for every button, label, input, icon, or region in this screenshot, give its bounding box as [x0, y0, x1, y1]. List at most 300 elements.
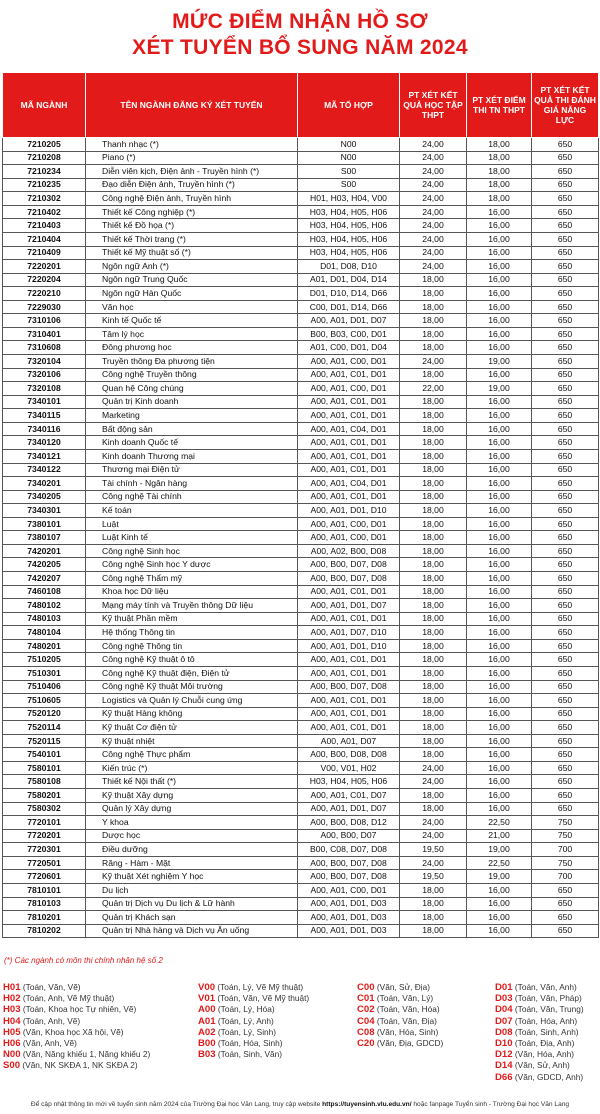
transcript-score-cell: 18,00: [400, 572, 467, 586]
exam-score-cell: 16,00: [467, 666, 532, 680]
subject-combo-cell: B00, C08, D07, D08: [298, 843, 400, 857]
subject-combo-cell: A01, C00, D01, D04: [298, 341, 400, 355]
table-row: [3, 314, 599, 328]
legend-item: [3, 1004, 150, 1015]
table-row: [3, 707, 599, 721]
major-code-cell: 7210404: [3, 232, 86, 246]
subject-combo-cell: A00, A01, D01, D10: [298, 504, 400, 518]
subject-combo-cell: A00, A01, C00, D01: [298, 382, 400, 396]
major-name-cell: Thiết kế Công nghiệp (*): [86, 205, 298, 219]
transcript-score-cell: 24,00: [400, 246, 467, 260]
combo-subjects: (Toán, Văn, Anh): [514, 982, 577, 992]
table-row: [3, 382, 599, 396]
subject-combo-cell: A00, A01, C01, D07: [298, 789, 400, 803]
subject-combo-cell: A00, A01, D01, D03: [298, 924, 400, 938]
exam-score-cell: 16,00: [467, 260, 532, 274]
legend-item: [3, 1038, 150, 1049]
admission-score-table: [2, 72, 599, 938]
combo-subjects: (Toán, Anh, Vẽ Mỹ thuật): [22, 993, 115, 1004]
major-name-cell: Thiết kế Mỹ thuật số (*): [86, 246, 298, 260]
legend-item: [3, 993, 150, 1004]
major-name-cell: Kiến trúc (*): [86, 761, 298, 775]
header-row: [3, 73, 599, 138]
exam-score-cell: 16,00: [467, 599, 532, 613]
table-row: [3, 802, 599, 816]
aptitude-score-cell: 650: [532, 422, 599, 436]
footer-text: Để cập nhật thông tin mới về tuyển sinh năm 2024 của Trường Đại học Văn Lang, truy cập website: [30, 1101, 323, 1108]
exam-score-cell: 16,00: [467, 775, 532, 789]
table-row: [3, 897, 599, 911]
transcript-score-cell: 18,00: [400, 666, 467, 680]
exam-score-cell: 16,00: [467, 734, 532, 748]
aptitude-score-cell: 700: [532, 870, 599, 884]
exam-score-cell: 16,00: [467, 680, 532, 694]
major-name-cell: Diễn viên kịch, Điện ảnh - Truyền hình (*): [86, 165, 298, 179]
major-code-cell: 7310106: [3, 314, 86, 328]
major-name-cell: Truyền thông Đa phương tiện: [86, 355, 298, 369]
subject-combo-cell: A00, A01, C01, D01: [298, 707, 400, 721]
subject-combo-cell: A00, A01, C01, D01: [298, 395, 400, 409]
combo-subjects: (Toán, Anh, Vẽ): [22, 1015, 81, 1026]
major-name-cell: Quản lý Xây dựng: [86, 802, 298, 816]
aptitude-score-cell: 650: [532, 883, 599, 897]
transcript-score-cell: 18,00: [400, 789, 467, 803]
exam-score-cell: 16,00: [467, 653, 532, 667]
transcript-score-cell: 24,00: [400, 138, 467, 152]
exam-score-cell: 18,00: [467, 165, 532, 179]
transcript-score-cell: 18,00: [400, 748, 467, 762]
subject-combo-cell: A00, B00, D07: [298, 829, 400, 843]
combo-subjects: (Toán, Sinh, Văn): [217, 1049, 283, 1060]
legend-item: [198, 982, 309, 993]
exam-score-cell: 16,00: [467, 761, 532, 775]
combo-subjects: (Toán, Văn, Pháp): [514, 993, 582, 1004]
aptitude-score-cell: 650: [532, 463, 599, 477]
aptitude-score-cell: 650: [532, 490, 599, 504]
legend-item: [357, 982, 443, 993]
transcript-score-cell: 18,00: [400, 626, 467, 640]
major-code-cell: 7510605: [3, 694, 86, 708]
transcript-score-cell: 18,00: [400, 734, 467, 748]
subject-combo-cell: H03, H04, H05, H06: [298, 205, 400, 219]
table-row: [3, 151, 599, 165]
aptitude-score-cell: 650: [532, 287, 599, 301]
transcript-score-cell: 18,00: [400, 924, 467, 938]
major-name-cell: Công nghệ Thẩm mỹ: [86, 572, 298, 586]
combo-code: C04: [357, 1015, 375, 1027]
exam-score-cell: 22,50: [467, 856, 532, 870]
major-code-cell: 7580101: [3, 761, 86, 775]
legend-item: [198, 1004, 309, 1015]
transcript-score-cell: 18,00: [400, 449, 467, 463]
subject-combo-cell: A00, A01, C00, D01: [298, 355, 400, 369]
exam-score-cell: 16,00: [467, 694, 532, 708]
transcript-score-cell: 18,00: [400, 368, 467, 382]
combo-subjects: (Toán, Hóa, Anh): [514, 1015, 578, 1026]
combo-code: A02: [198, 1026, 216, 1038]
table-row: [3, 192, 599, 206]
legend-item: [495, 1072, 584, 1083]
combo-subjects: (Toán, Lý, Sinh): [217, 1026, 277, 1037]
table-row: [3, 924, 599, 938]
transcript-score-cell: 18,00: [400, 721, 467, 735]
aptitude-score-cell: 650: [532, 138, 599, 152]
transcript-score-cell: 24,00: [400, 856, 467, 870]
aptitude-score-cell: 650: [532, 151, 599, 165]
aptitude-score-cell: 650: [532, 395, 599, 409]
aptitude-score-cell: 650: [532, 531, 599, 545]
exam-score-cell: 16,00: [467, 517, 532, 531]
header-subject-combo: MÃ TỔ HỢP: [298, 73, 400, 138]
transcript-score-cell: 18,00: [400, 490, 467, 504]
combo-subjects: (Toán, Văn, Địa): [376, 1015, 437, 1026]
combo-subjects: (Toán, Văn, Trung): [514, 1004, 584, 1015]
exam-score-cell: 16,00: [467, 287, 532, 301]
exam-score-cell: 16,00: [467, 463, 532, 477]
subject-combo-cell: A00, A01, C01, D01: [298, 368, 400, 382]
major-code-cell: 7380107: [3, 531, 86, 545]
transcript-score-cell: 18,00: [400, 585, 467, 599]
subject-combo-cell: H01, H03, H04, V00: [298, 192, 400, 206]
subject-combo-cell: A00, B00, D08, D08: [298, 748, 400, 762]
combo-subjects: (Toán, Văn, Lý): [376, 993, 434, 1004]
major-name-cell: Bất động sản: [86, 422, 298, 436]
subject-combo-cell: A00, A01, C01, D01: [298, 612, 400, 626]
page-title-line-2: XÉT TUYỂN BỔ SUNG NĂM 2024: [132, 36, 468, 59]
major-name-cell: Quản trị Kinh doanh: [86, 395, 298, 409]
aptitude-score-cell: 650: [532, 897, 599, 911]
subject-combo-legend-col-3: [357, 982, 443, 1049]
subject-combo-cell: A00, A01, C01, D01: [298, 585, 400, 599]
aptitude-score-cell: 650: [532, 761, 599, 775]
major-name-cell: Kinh tế Quốc tế: [86, 314, 298, 328]
admission-website-link[interactable]: https://tuyensinh.vlu.edu.vn/: [322, 1101, 412, 1108]
transcript-score-cell: 24,00: [400, 775, 467, 789]
legend-item: [3, 982, 150, 993]
combo-code: D07: [495, 1015, 513, 1027]
table-row: [3, 653, 599, 667]
exam-score-cell: 16,00: [467, 639, 532, 653]
combo-subjects: (Văn, NK SKĐA 1, NK SKĐA 2): [22, 1060, 138, 1071]
exam-score-cell: 16,00: [467, 219, 532, 233]
table-row: [3, 463, 599, 477]
table-row: [3, 544, 599, 558]
major-name-cell: Quan hệ Công chúng: [86, 382, 298, 396]
table-row: [3, 449, 599, 463]
legend-item: [198, 993, 309, 1004]
subject-combo-cell: S00: [298, 165, 400, 179]
exam-score-cell: 16,00: [467, 721, 532, 735]
transcript-score-cell: 18,00: [400, 694, 467, 708]
major-name-cell: Thiết kế Nội thất (*): [86, 775, 298, 789]
footer-note: [0, 1101, 600, 1108]
legend-item: [198, 1016, 309, 1027]
table-row: [3, 612, 599, 626]
subject-combo-cell: A00, A01, D01, D03: [298, 911, 400, 925]
table-row: [3, 572, 599, 586]
exam-score-cell: 16,00: [467, 422, 532, 436]
aptitude-score-cell: 650: [532, 694, 599, 708]
subject-combo-cell: D01, D08, D10: [298, 260, 400, 274]
exam-score-cell: 19,00: [467, 843, 532, 857]
exam-score-cell: 16,00: [467, 612, 532, 626]
header-exam-score: PT XÉT ĐIỂM THI TN THPT: [467, 73, 532, 138]
combo-subjects: (Toán, Lý, Anh): [217, 1015, 274, 1026]
major-code-cell: 7420201: [3, 544, 86, 558]
transcript-score-cell: 18,00: [400, 314, 467, 328]
major-name-cell: Công nghệ Thực phẩm: [86, 748, 298, 762]
transcript-score-cell: 18,00: [400, 517, 467, 531]
major-name-cell: Ngôn ngữ Hàn Quốc: [86, 287, 298, 301]
major-name-cell: Công nghệ Sinh học: [86, 544, 298, 558]
aptitude-score-cell: 650: [532, 626, 599, 640]
major-name-cell: Kế toán: [86, 504, 298, 518]
combo-code: H03: [3, 1004, 21, 1016]
major-code-cell: 7220201: [3, 260, 86, 274]
subject-combo-cell: H03, H04, H05, H06: [298, 219, 400, 233]
subject-combo-cell: H03, H04, H05, H06: [298, 232, 400, 246]
combo-code: C08: [357, 1026, 375, 1038]
combo-code: H01: [3, 982, 21, 993]
major-code-cell: 7420205: [3, 558, 86, 572]
aptitude-score-cell: 650: [532, 666, 599, 680]
major-name-cell: Công nghệ Điện ảnh, Truyền hình: [86, 192, 298, 206]
major-code-cell: 7340121: [3, 449, 86, 463]
aptitude-score-cell: 650: [532, 219, 599, 233]
combo-subjects: (Văn, Hóa, Sinh): [376, 1026, 439, 1037]
aptitude-score-cell: 650: [532, 599, 599, 613]
aptitude-score-cell: 650: [532, 639, 599, 653]
major-code-cell: 7210402: [3, 205, 86, 219]
major-code-cell: 7720501: [3, 856, 86, 870]
aptitude-score-cell: 650: [532, 327, 599, 341]
major-name-cell: Kỹ thuật nhiệt: [86, 734, 298, 748]
major-name-cell: Văn học: [86, 300, 298, 314]
exam-score-cell: 19,00: [467, 870, 532, 884]
combo-subjects: (Văn, Anh, Vẽ): [22, 1038, 77, 1049]
major-name-cell: Kỹ thuật Xét nghiệm Y học: [86, 870, 298, 884]
major-code-cell: 7520120: [3, 707, 86, 721]
major-code-cell: 7580302: [3, 802, 86, 816]
combo-subjects: (Văn, Sử, Anh): [514, 1060, 570, 1071]
transcript-score-cell: 22,00: [400, 382, 467, 396]
transcript-score-cell: 19,50: [400, 870, 467, 884]
subject-combo-legend-col-1: [3, 982, 150, 1072]
major-name-cell: Công nghệ Thông tin: [86, 639, 298, 653]
aptitude-score-cell: 650: [532, 273, 599, 287]
combo-code: V00: [198, 982, 216, 993]
major-code-cell: 7580108: [3, 775, 86, 789]
subject-combo-cell: A00, A01, C01, D01: [298, 721, 400, 735]
combo-code: C20: [357, 1038, 375, 1050]
major-name-cell: Kỹ thuật Xây dựng: [86, 789, 298, 803]
table-row: [3, 734, 599, 748]
table-row: [3, 138, 599, 152]
major-code-cell: 7540101: [3, 748, 86, 762]
aptitude-score-cell: 650: [532, 368, 599, 382]
exam-score-cell: 16,00: [467, 572, 532, 586]
major-name-cell: Thương mại Điện tử: [86, 463, 298, 477]
table-row: [3, 558, 599, 572]
exam-score-cell: 16,00: [467, 314, 532, 328]
combo-subjects: (Toán, Khoa học Tự nhiên, Vẽ): [22, 1004, 137, 1015]
transcript-score-cell: 24,00: [400, 816, 467, 830]
major-code-cell: 7480103: [3, 612, 86, 626]
subject-combo-cell: N00: [298, 151, 400, 165]
combo-code: B03: [198, 1049, 216, 1061]
legend-item: [495, 982, 584, 993]
major-code-cell: 7310401: [3, 327, 86, 341]
table-body: [3, 138, 599, 938]
transcript-score-cell: 18,00: [400, 531, 467, 545]
major-code-cell: 7210302: [3, 192, 86, 206]
major-name-cell: Khoa học Dữ liệu: [86, 585, 298, 599]
legend-item: [198, 1049, 309, 1060]
transcript-score-cell: 19,50: [400, 843, 467, 857]
transcript-score-cell: 18,00: [400, 409, 467, 423]
combo-code: D08: [495, 1026, 513, 1038]
combo-subjects: (Toán, Địa, Anh): [514, 1038, 575, 1049]
legend-item: [3, 1060, 150, 1071]
exam-score-cell: 16,00: [467, 897, 532, 911]
major-name-cell: Tâm lý học: [86, 327, 298, 341]
transcript-score-cell: 18,00: [400, 436, 467, 450]
major-name-cell: Y khoa: [86, 816, 298, 830]
exam-score-cell: 16,00: [467, 273, 532, 287]
table-row: [3, 775, 599, 789]
transcript-score-cell: 18,00: [400, 544, 467, 558]
legend-item: [3, 1049, 150, 1060]
table-row: [3, 260, 599, 274]
major-code-cell: 7340201: [3, 477, 86, 491]
major-name-cell: Thanh nhạc (*): [86, 138, 298, 152]
major-name-cell: Luật Kinh tế: [86, 531, 298, 545]
table-row: [3, 246, 599, 260]
combo-subjects: (Toán, Văn, Vẽ Mỹ thuật): [217, 993, 310, 1004]
major-name-cell: Kỹ thuật Cơ điện tử: [86, 721, 298, 735]
subject-combo-cell: A00, A01, C00, D01: [298, 883, 400, 897]
combo-code: C01: [357, 993, 375, 1005]
table-row: [3, 639, 599, 653]
major-name-cell: Kinh doanh Quốc tế: [86, 436, 298, 450]
aptitude-score-cell: 650: [532, 558, 599, 572]
major-name-cell: Quản trị Nhà hàng và Dịch vụ Ăn uống: [86, 924, 298, 938]
major-code-cell: 7720101: [3, 816, 86, 830]
subject-combo-cell: S00: [298, 178, 400, 192]
combo-code: C00: [357, 982, 375, 993]
major-name-cell: Công nghệ Kỹ thuật điện, Điện tử: [86, 666, 298, 680]
major-name-cell: Du lịch: [86, 883, 298, 897]
exam-score-cell: 16,00: [467, 504, 532, 518]
aptitude-score-cell: 650: [532, 232, 599, 246]
table-row: [3, 300, 599, 314]
header-transcript-score: PT XÉT KẾT QUẢ HỌC TẬP THPT: [400, 73, 467, 138]
aptitude-score-cell: 650: [532, 572, 599, 586]
exam-score-cell: 16,00: [467, 802, 532, 816]
major-code-cell: 7320104: [3, 355, 86, 369]
exam-score-cell: 21,00: [467, 829, 532, 843]
aptitude-score-cell: 650: [532, 382, 599, 396]
major-name-cell: Tài chính - Ngân hàng: [86, 477, 298, 491]
table-row: [3, 816, 599, 830]
legend-item: [198, 1027, 309, 1038]
table-row: [3, 666, 599, 680]
exam-score-cell: 18,00: [467, 192, 532, 206]
table-row: [3, 504, 599, 518]
aptitude-score-cell: 650: [532, 734, 599, 748]
exam-score-cell: 16,00: [467, 232, 532, 246]
legend-item: [198, 1038, 309, 1049]
major-name-cell: Ngôn ngữ Trung Quốc: [86, 273, 298, 287]
table-row: [3, 517, 599, 531]
table-row: [3, 219, 599, 233]
transcript-score-cell: 18,00: [400, 612, 467, 626]
combo-code: D66: [495, 1071, 513, 1083]
table-row: [3, 856, 599, 870]
transcript-score-cell: 24,00: [400, 219, 467, 233]
combo-code: H02: [3, 993, 21, 1005]
major-name-cell: Logistics và Quản lý Chuỗi cung ứng: [86, 694, 298, 708]
combo-subjects: (Toán, Hóa, Sinh): [217, 1038, 283, 1049]
exam-score-cell: 16,00: [467, 585, 532, 599]
exam-score-cell: 16,00: [467, 789, 532, 803]
aptitude-score-cell: 650: [532, 707, 599, 721]
major-name-cell: Luật: [86, 517, 298, 531]
subject-combo-cell: A00, A01, C01, D01: [298, 666, 400, 680]
table-row: [3, 531, 599, 545]
exam-score-cell: 16,00: [467, 368, 532, 382]
aptitude-score-cell: 750: [532, 856, 599, 870]
major-name-cell: Công nghệ Sinh học Y dược: [86, 558, 298, 572]
major-code-cell: 7480104: [3, 626, 86, 640]
legend-item: [357, 1016, 443, 1027]
subject-combo-cell: A00, A01, D07: [298, 734, 400, 748]
table-row: [3, 599, 599, 613]
table-row: [3, 694, 599, 708]
transcript-score-cell: 18,00: [400, 883, 467, 897]
legend-item: [357, 1038, 443, 1049]
major-code-cell: 7310608: [3, 341, 86, 355]
transcript-score-cell: 18,00: [400, 395, 467, 409]
subject-combo-cell: A00, A01, D01, D07: [298, 802, 400, 816]
aptitude-score-cell: 650: [532, 612, 599, 626]
major-code-cell: 7220210: [3, 287, 86, 301]
major-code-cell: 7210403: [3, 219, 86, 233]
aptitude-score-cell: 650: [532, 748, 599, 762]
transcript-score-cell: 18,00: [400, 897, 467, 911]
combo-subjects: (Văn, Địa, GDCD): [376, 1038, 444, 1049]
subject-combo-cell: A00, B00, D07, D08: [298, 680, 400, 694]
transcript-score-cell: 18,00: [400, 802, 467, 816]
major-name-cell: Hệ thống Thông tin: [86, 626, 298, 640]
major-code-cell: 7810103: [3, 897, 86, 911]
combo-code: V01: [198, 993, 216, 1005]
exam-score-cell: 16,00: [467, 531, 532, 545]
aptitude-score-cell: 650: [532, 911, 599, 925]
table-row: [3, 870, 599, 884]
major-code-cell: 7510301: [3, 666, 86, 680]
aptitude-score-cell: 650: [532, 775, 599, 789]
major-code-cell: 7480102: [3, 599, 86, 613]
subject-combo-cell: C00, D01, D14, D66: [298, 300, 400, 314]
aptitude-score-cell: 650: [532, 409, 599, 423]
transcript-score-cell: 24,00: [400, 165, 467, 179]
transcript-score-cell: 24,00: [400, 192, 467, 206]
exam-score-cell: 16,00: [467, 626, 532, 640]
major-code-cell: 7720601: [3, 870, 86, 884]
transcript-score-cell: 18,00: [400, 504, 467, 518]
table-row: [3, 761, 599, 775]
